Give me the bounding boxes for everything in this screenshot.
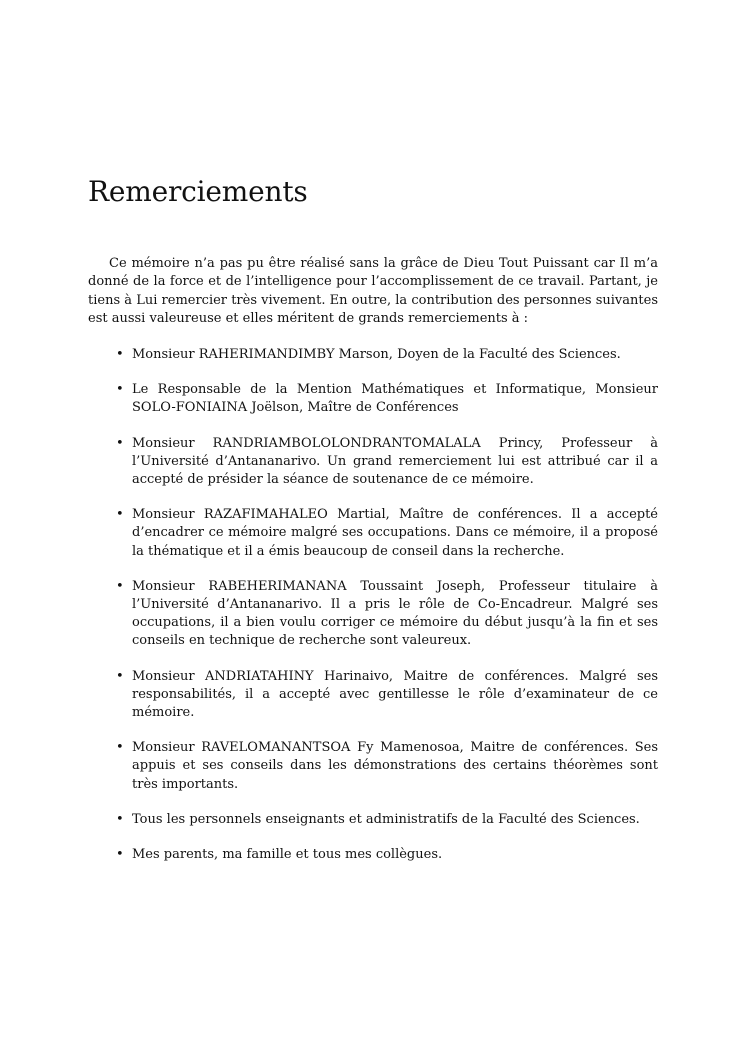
list-item	[88, 846, 658, 864]
list-item	[88, 668, 658, 723]
list-item	[88, 381, 658, 417]
bullet-icon: •	[116, 847, 124, 863]
list-item-text: Mes parents, ma famille et tous mes collègues.	[132, 847, 443, 863]
bullet-icon: •	[116, 811, 124, 827]
bullet-icon: •	[116, 740, 124, 756]
list-item-text: Tous les personnels enseignants et administratifs de la Faculté des Sciences.	[132, 811, 640, 827]
page-title: Remerciements	[88, 175, 308, 208]
list-item-text: Monsieur RANDRIAMBOLOLONDRANTOMALALA Princy, Professeur à l’Université d’Antananarivo. Un grand remerciement lui est attribué car il a accepté de présider la séance de soutenance de ce mémoire.	[132, 435, 658, 488]
bullet-icon: •	[116, 435, 124, 451]
bullet-icon: •	[116, 668, 124, 684]
list-item-text: Monsieur RAZAFIMAHALEO Martial, Maître de conférences. Il a accepté d’encadrer ce mémoire malgré ses occupations. Dans ce mémoire, il a proposé la thématique et il a émis beaucoup de conseil dans la recherche.	[132, 507, 658, 559]
list-item	[88, 739, 658, 794]
list-item-text: Monsieur ANDRIATAHINY Harinaivo, Maitre de conférences. Malgré ses responsabilités, il a accepté avec gentillesse le rôle d’examinateur de ce mémoire.	[132, 668, 658, 721]
intro-paragraph: Ce mémoire n’a pas pu être réalisé sans la grâce de Dieu Tout Puissant car Il m’a donné de la force et de l’intelligence pour l’accomplissement de ce travail. Partant, je tiens à Lui remercier très vivement. En outre, la contribution des personnes suivantes est aussi valeureuse et elles méritent de grands remerciements à :	[88, 256, 658, 327]
list-item-text: Le Responsable de la Mention Mathématiques et Informatique, Monsieur SOLO-FONIAINA Joëlson, Maître de Conférences	[132, 382, 658, 416]
list-item-text: Monsieur RAHERIMANDIMBY Marson, Doyen de la Faculté des Sciences.	[132, 347, 621, 362]
bullet-icon: •	[116, 578, 124, 594]
list-item	[88, 811, 658, 829]
list-item	[88, 346, 658, 364]
list-item	[88, 506, 658, 561]
list-item	[88, 578, 658, 651]
bullet-icon: •	[116, 382, 124, 398]
bullet-icon: •	[116, 347, 124, 362]
list-item	[88, 435, 658, 490]
list-item-text: Monsieur RABEHERIMANANA Toussaint Joseph, Professeur titulaire à l’Université d’Antananarivo. Il a pris le rôle de Co-Encadreur. Malgré ses occupations, il a bien voulu corriger ce mémoire du début jusqu’à la fin et ses conseils en technique de recherche sont valeureux.	[132, 578, 658, 649]
bullet-icon: •	[116, 507, 124, 523]
list-item-text: Monsieur RAVELOMANANTSOA Fy Mamenosoa, Maitre de conférences. Ses appuis et ses conseils dans les démonstrations des certains théorèmes sont très importants.	[132, 740, 658, 792]
acknowledgements-list	[88, 346, 658, 881]
